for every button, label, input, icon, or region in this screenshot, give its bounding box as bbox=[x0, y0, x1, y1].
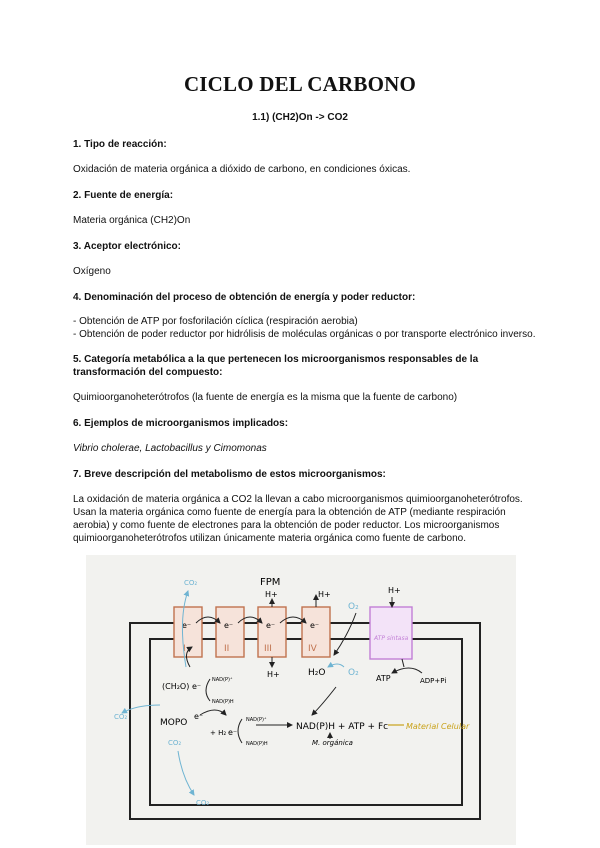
diagram-svg bbox=[86, 555, 516, 845]
section-1-heading: 1. Tipo de reacción: bbox=[73, 139, 167, 150]
section-6-heading: 6. Ejemplos de microorganismos implicados: bbox=[73, 418, 289, 429]
co2-top: CO₂ bbox=[184, 579, 198, 587]
electron-substrate: e⁻ bbox=[192, 682, 202, 691]
complex-II-label: II bbox=[224, 644, 230, 654]
nadp-plus-1: NAD(P)⁺ bbox=[212, 677, 233, 683]
mopo-label: MOPO bbox=[160, 718, 188, 728]
section-7-line-4: quimioorganoheterótrofos utilizan únicamente materia orgánica como fuente de carbono. bbox=[73, 533, 467, 544]
fpm-label: FPM bbox=[260, 577, 281, 588]
nadph-2: NAD(P)H bbox=[246, 741, 268, 747]
complex-I-label: I bbox=[183, 644, 186, 654]
page-title: CICLO DEL CARBONO bbox=[183, 72, 417, 96]
o2-bottom: O₂ bbox=[348, 668, 359, 678]
equation-label: NAD(P)H + ATP + Fc bbox=[296, 722, 389, 732]
electron-4: e⁻ bbox=[310, 621, 320, 630]
section-7-line-2: Usan la materia orgánica como fuente de energía para la obtención de ATP (mediante respiración bbox=[73, 507, 506, 518]
m-organica-label: M. orgánica bbox=[312, 739, 353, 747]
h-plus-top: H+ bbox=[265, 590, 278, 599]
section-5-heading-line-1: 5. Categoría metabólica a la que pertenecen los microorganismos responsables de la bbox=[73, 354, 479, 365]
section-2-text: Materia orgánica (CH2)On bbox=[73, 215, 191, 226]
section-4-line-2: - Obtención de poder reductor por hidrólisis de moléculas orgánicas o por transporte electrónico inverso. bbox=[73, 329, 536, 340]
section-3-text: Oxígeno bbox=[73, 266, 111, 277]
ch2o-label: (CH₂O) bbox=[162, 682, 190, 691]
o2-top: O₂ bbox=[348, 602, 359, 612]
electron-mopo-2: e⁻ bbox=[228, 728, 238, 737]
section-6-text: Vibrio cholerae, Lactobacillus y Cimomonas bbox=[73, 443, 267, 454]
co2-bottom: CO₂ bbox=[196, 799, 210, 807]
section-7-heading: 7. Breve descripción del metabolismo de estos microorganismos: bbox=[73, 469, 386, 480]
section-5-text: Quimioorganoheterótrofos (la fuente de energía es la misma que la fuente de carbono) bbox=[73, 392, 458, 403]
electron-3: e⁻ bbox=[266, 621, 276, 630]
electron-1: e⁻ bbox=[182, 621, 192, 630]
h2o-label: H₂O bbox=[308, 668, 326, 678]
atp-synthase bbox=[370, 607, 412, 659]
atp-synthase-label: ATP sintasa bbox=[374, 635, 409, 642]
section-1-text: Oxidación de materia orgánica a dióxido de carbono, en condiciones óxicas. bbox=[73, 164, 411, 175]
h-plus-synthase: H+ bbox=[388, 586, 401, 595]
complex-II bbox=[216, 607, 244, 657]
nadp-plus-2: NAD(P)⁺ bbox=[246, 717, 267, 723]
section-2-heading: 2. Fuente de energía: bbox=[73, 190, 174, 201]
electron-h2: + H₂ bbox=[210, 729, 227, 737]
complex-I bbox=[174, 607, 202, 657]
electron-2: e⁻ bbox=[224, 621, 234, 630]
electron-mopo-1: e⁻ bbox=[194, 712, 204, 721]
material-celular-label: Material Celular bbox=[406, 722, 470, 731]
metabolism-diagram bbox=[86, 555, 516, 845]
section-7-line-1: La oxidación de materia orgánica a CO2 la llevan a cabo microorganismos quimioorganoheterótrofos. bbox=[73, 494, 523, 505]
complex-IV-label: IV bbox=[308, 644, 317, 654]
section-4-line-1: - Obtención de ATP por fosforilación cíclica (respiración aerobia) bbox=[73, 316, 358, 327]
complex-III-label: III bbox=[264, 644, 272, 654]
page-subtitle: 1.1) (CH2)On -> CO2 bbox=[252, 112, 348, 123]
co2-mid: CO₂ bbox=[168, 739, 182, 747]
h-plus-bottom: H+ bbox=[267, 670, 280, 679]
atp-label: ATP bbox=[376, 674, 391, 683]
complex-III bbox=[258, 607, 286, 657]
nadph-1: NAD(P)H bbox=[212, 699, 234, 705]
section-3-heading: 3. Aceptor electrónico: bbox=[73, 241, 181, 252]
h-plus-top-2: H+ bbox=[318, 590, 331, 599]
section-7-line-3: aerobia) y como fuente de electrones para la obtención de poder reductor. Los microorganismos bbox=[73, 520, 500, 531]
co2-left: CO₂ bbox=[114, 713, 128, 721]
section-4-heading: 4. Denominación del proceso de obtención de energía y poder reductor: bbox=[73, 292, 416, 303]
section-5-heading-line-2: transformación del compuesto: bbox=[73, 367, 223, 378]
adp-label: ADP+Pi bbox=[420, 677, 447, 685]
